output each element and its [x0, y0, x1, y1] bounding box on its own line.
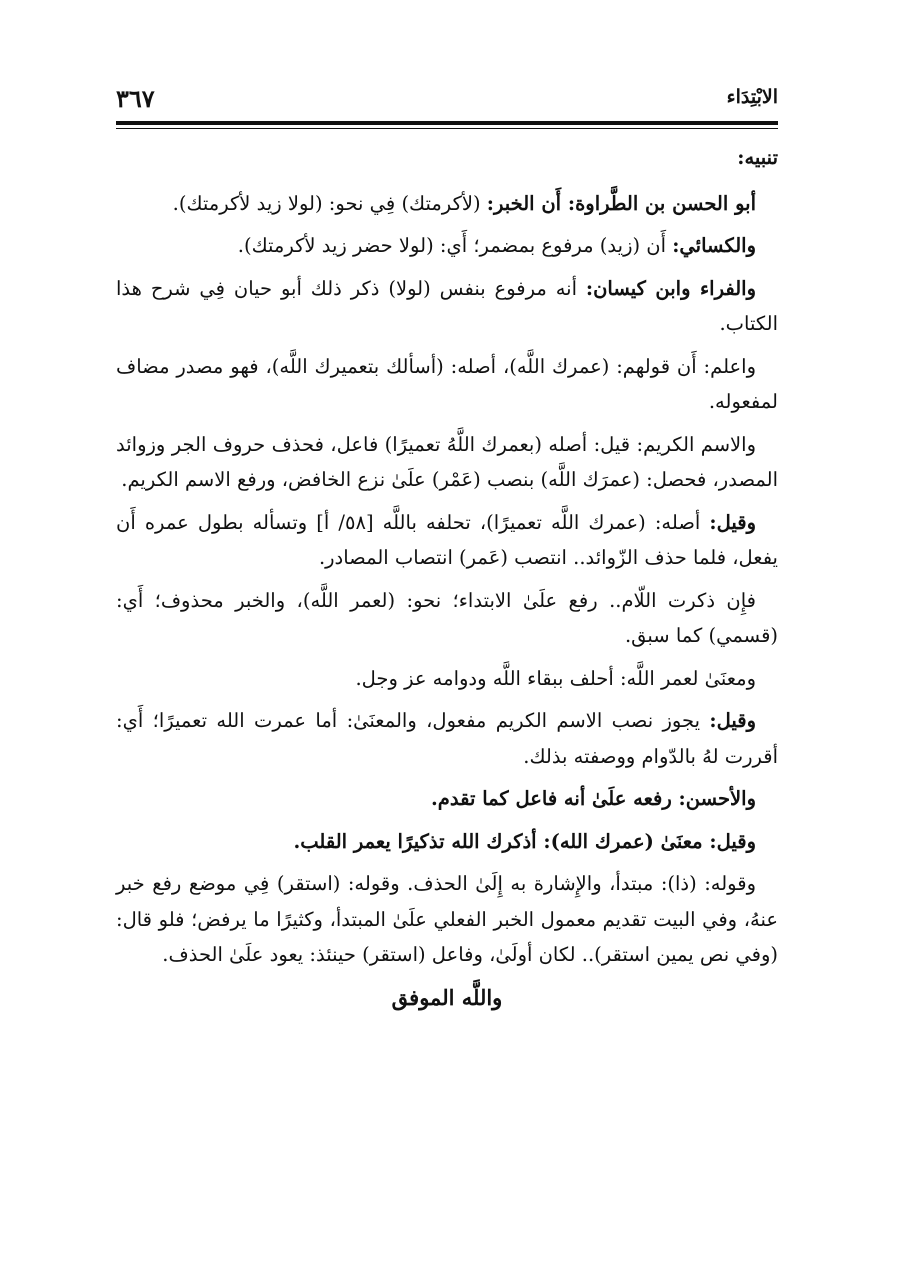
paragraph-kisai [116, 228, 778, 264]
body-text [116, 140, 778, 1022]
section-heading: تنبيه: [737, 146, 778, 169]
paragraph-text: أنه مرفوع بنفس (لولا) ذكر ذلك أبو حيان فِي شرح هذا الكتاب. [116, 276, 778, 335]
running-title: الابْتِدَاء [726, 86, 778, 108]
paragraph-qila-3 [116, 824, 778, 860]
paragraph-text: أصله: (عمرك اللَّه تعميرًا)، تحلفه باللَّه [٥٨/ أ] وتسأله بطول عمره أَن يفعل، فلما حذف الزّوائد.. انتصب (عَمر) انتصاب المصادر. [116, 510, 778, 569]
header-rule-thin [116, 128, 778, 129]
paragraph-text: (لأكرمتك) فِي نحو: (لولا زيد لأكرمتك). [172, 191, 487, 215]
paragraph-lead: والكسائي: [672, 234, 756, 257]
paragraph-qila-2 [116, 703, 778, 774]
paragraph-text: رفعه علَىٰ أنه فاعل كما تقدم. [431, 787, 679, 810]
paragraph-lam: فإِن ذكرت اللّام.. رفع علَىٰ الابتداء؛ نحو: (لعمر اللَّه)، والخبر محذوف؛ أَي: (قسمي) كما سبق. [116, 588, 778, 647]
header-rule-thick [116, 121, 778, 125]
paragraph-text: معنَىٰ (عمرك الله): أذكرك الله تذكيرًا يعمر القلب. [293, 829, 710, 853]
closing-line: واللَّه الموفق [391, 984, 503, 1010]
paragraph-farra [116, 271, 778, 342]
paragraph-lead: والأحسن: [678, 787, 756, 810]
paragraph-ahsan [116, 781, 778, 817]
paragraph-qawluhu: وقوله: (ذا): مبتدأ، والإِشارة به إِلَىٰ الحذف. وقوله: (استقر) فِي موضع رفع خبر عنهُ، وفي البيت تقديم معمول الخبر الفعلي علَىٰ المبتدأ، وكثيرًا ما يرفض؛ فلو قال: (وفي نص يمين استقر).. لكان أولَىٰ، وفاعل (استقر) حينئذ: يعود علَىٰ الحذف. [116, 872, 778, 966]
paragraph-text: أَن (زيد) مرفوع بمضمر؛ أَي: (لولا حضر زيد لأكرمتك). [237, 234, 673, 257]
paragraph-lead: وقيل: [709, 829, 756, 853]
paragraph-lead: أبو الحسن بن الطَّراوة: أَن الخبر: [486, 191, 756, 215]
paragraph-ibn-altarawa [116, 186, 778, 222]
paragraph-omrak: واعلم: أَن قولهم: (عمرك اللَّه)، أصله: (أسألك بتعميرك اللَّه)، فهو مصدر مضاف لمفعوله. [116, 354, 778, 413]
paragraph-lead: وقيل: [709, 510, 757, 534]
page-number: ٣٦٧ [116, 84, 155, 113]
page-header [116, 84, 778, 114]
paragraph-text: يجوز نصب الاسم الكريم مفعول، والمعنَىٰ: أما عمرت الله تعميرًا؛ أَي: أقررت لهُ بالدّوام ووصفته بذلك. [116, 709, 778, 768]
paragraph-qila-1 [116, 505, 778, 576]
paragraph-lead: والفراء وابن كيسان: [585, 276, 756, 300]
paragraph-lead: وقيل: [709, 709, 756, 732]
paragraph-ism-karim: والاسم الكريم: قيل: أصله (بعمرك اللَّهُ تعميرًا) فاعل، فحذف حروف الجر وزوائد المصدر، فحصل: (عمرَك اللَّه) بنصب (عَمْر) علَىٰ نزع الخافض، ورفع الاسم الكريم. [116, 432, 778, 491]
paragraph-meaning: ومعنَىٰ لعمر اللَّه: أحلف ببقاء اللَّه ودوامه عز وجل. [355, 666, 756, 690]
